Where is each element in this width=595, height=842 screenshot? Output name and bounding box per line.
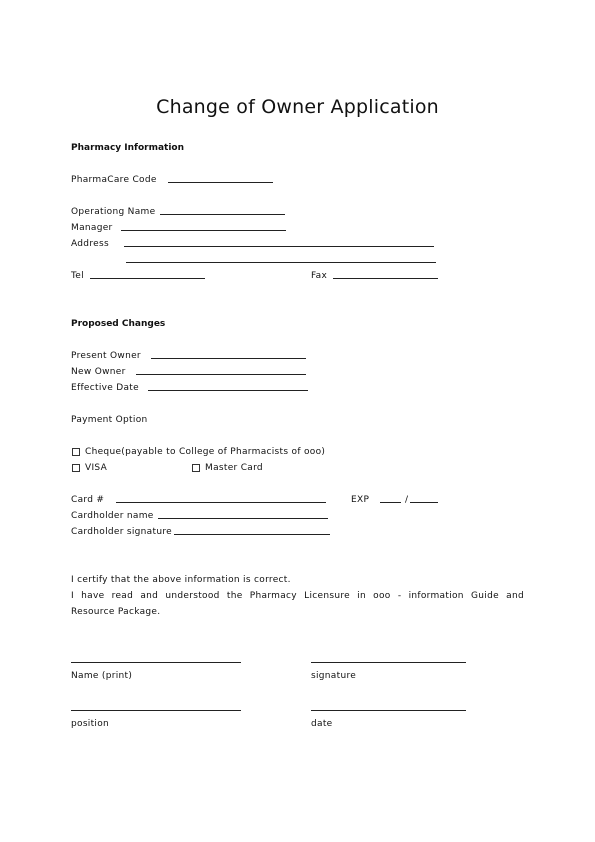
operating-name-field[interactable] xyxy=(160,214,285,215)
present-owner-label: Present Owner xyxy=(71,351,141,361)
cardholder-name-field[interactable] xyxy=(158,518,328,519)
operating-name-label: Operationg Name xyxy=(71,207,156,217)
fax-label: Fax xyxy=(311,271,328,281)
proposed-changes-heading: Proposed Changes xyxy=(71,319,166,329)
certification-line-2: I have read and understood the Pharmacy Licensure in ooo - information Guide and xyxy=(71,591,524,601)
address-field-line-2[interactable] xyxy=(126,262,436,263)
address-field-line-1[interactable] xyxy=(124,246,434,247)
tel-field[interactable] xyxy=(90,278,205,279)
cheque-checkbox[interactable] xyxy=(72,448,80,456)
pharmacare-code-field[interactable] xyxy=(168,182,273,183)
signature-field[interactable] xyxy=(311,662,466,663)
exp-month-field[interactable] xyxy=(380,502,401,503)
mastercard-checkbox[interactable] xyxy=(192,464,200,472)
effective-date-field[interactable] xyxy=(148,390,308,391)
present-owner-field[interactable] xyxy=(151,358,306,359)
fax-field[interactable] xyxy=(333,278,438,279)
date-field[interactable] xyxy=(311,710,466,711)
certification-statement xyxy=(71,572,524,620)
cardholder-signature-field[interactable] xyxy=(174,534,330,535)
exp-label: EXP xyxy=(351,495,370,505)
manager-label: Manager xyxy=(71,223,113,233)
visa-checkbox[interactable] xyxy=(72,464,80,472)
exp-separator: / xyxy=(405,495,409,505)
pharmacare-code-label: PharmaCare Code xyxy=(71,175,157,185)
cardholder-signature-label: Cardholder signature xyxy=(71,527,172,537)
manager-field[interactable] xyxy=(121,230,286,231)
tel-label: Tel xyxy=(71,271,84,281)
pharmacy-information-heading: Pharmacy Information xyxy=(71,143,185,153)
position-label: position xyxy=(71,719,110,729)
address-label: Address xyxy=(71,239,109,249)
card-number-label: Card # xyxy=(71,495,105,505)
effective-date-label: Effective Date xyxy=(71,383,139,393)
payment-option-label: Payment Option xyxy=(71,415,148,425)
new-owner-field[interactable] xyxy=(136,374,306,375)
mastercard-option-label: Master Card xyxy=(205,463,263,473)
date-label: date xyxy=(311,719,333,729)
page-title: Change of Owner Application xyxy=(156,96,439,118)
exp-year-field[interactable] xyxy=(410,502,438,503)
certification-line-3: Resource Package. xyxy=(71,607,161,617)
name-print-label: Name (print) xyxy=(71,671,133,681)
certification-line-1: I certify that the above information is correct. xyxy=(71,575,291,585)
name-print-field[interactable] xyxy=(71,662,241,663)
signature-label: signature xyxy=(311,671,357,681)
cheque-option-label: Cheque(payable to College of Pharmacists of ooo) xyxy=(85,447,326,457)
card-number-field[interactable] xyxy=(116,502,326,503)
new-owner-label: New Owner xyxy=(71,367,126,377)
cardholder-name-label: Cardholder name xyxy=(71,511,154,521)
position-field[interactable] xyxy=(71,710,241,711)
visa-option-label: VISA xyxy=(85,463,108,473)
